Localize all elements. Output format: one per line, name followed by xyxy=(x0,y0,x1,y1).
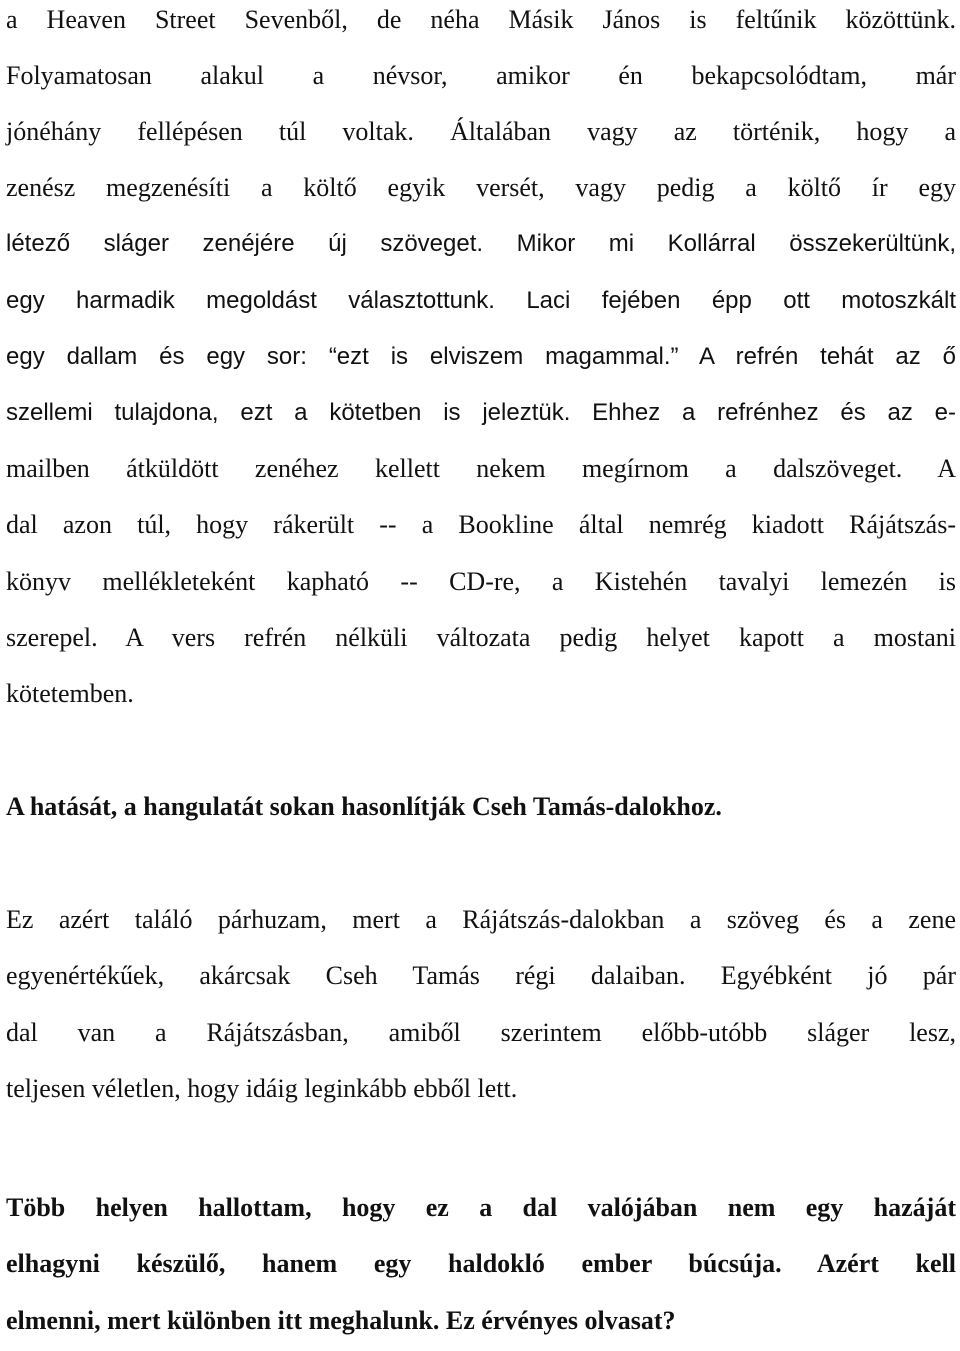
text-line: Ez azért találó párhuzam, mert a Rájátszás-dalokban a szöveg és a zene xyxy=(6,905,956,934)
text-line: egy harmadik megoldást választottunk. Laci fejében épp ott motoszkált xyxy=(6,287,956,314)
text-line: szellemi tulajdona, ezt a kötetben is jeleztük. Ehhez a refrénhez és az e- xyxy=(6,399,956,426)
text-line: a Heaven Street Sevenből, de néha Másik János is feltűnik közöttünk. xyxy=(6,5,956,34)
text-line: egy dallam és egy sor: “ezt is elviszem magammal.” A refrén tehát az ő xyxy=(6,343,956,370)
text-line: dal azon túl, hogy rákerült -- a Bookline által nemrég kiadott Rájátszás- xyxy=(6,510,956,539)
text-line: jónéhány fellépésen túl voltak. Általában vagy az történik, hogy a xyxy=(6,117,956,146)
text-line: könyv mellékleteként kapható -- CD-re, a Kistehén tavalyi lemezén is xyxy=(6,567,956,596)
text-line: Több helyen hallottam, hogy ez a dal valójában nem egy hazáját xyxy=(6,1193,956,1222)
text-line: kötetemben. xyxy=(6,679,134,708)
text-line: szerepel. A vers refrén nélküli változata pedig helyet kapott a mostani xyxy=(6,623,956,652)
text-line: elhagyni készülő, hanem egy haldokló ember búcsúja. Azért kell xyxy=(6,1249,956,1278)
interview-question: A hatását, a hangulatát sokan hasonlítják Cseh Tamás-dalokhoz. xyxy=(6,792,722,821)
text-line: Folyamatosan alakul a névsor, amikor én bekapcsolódtam, már xyxy=(6,61,956,90)
text-line: mailben átküldött zenéhez kellett nekem megírnom a dalszöveget. A xyxy=(6,454,956,483)
text-line: egyenértékűek, akárcsak Cseh Tamás régi dalaiban. Egyébként jó pár xyxy=(6,961,956,990)
text-line: létező sláger zenéjére új szöveget. Mikor mi Kollárral összekerültünk, xyxy=(6,230,956,257)
text-line: zenész megzenésíti a költő egyik versét, vagy pedig a költő ír egy xyxy=(6,173,956,202)
text-line: dal van a Rájátszásban, amiből szerintem előbb-utóbb sláger lesz, xyxy=(6,1018,956,1047)
text-line: elmenni, mert különben itt meghalunk. Ez érvényes olvasat? xyxy=(6,1306,676,1335)
text-line: teljesen véletlen, hogy idáig leginkább ebből lett. xyxy=(6,1074,518,1103)
